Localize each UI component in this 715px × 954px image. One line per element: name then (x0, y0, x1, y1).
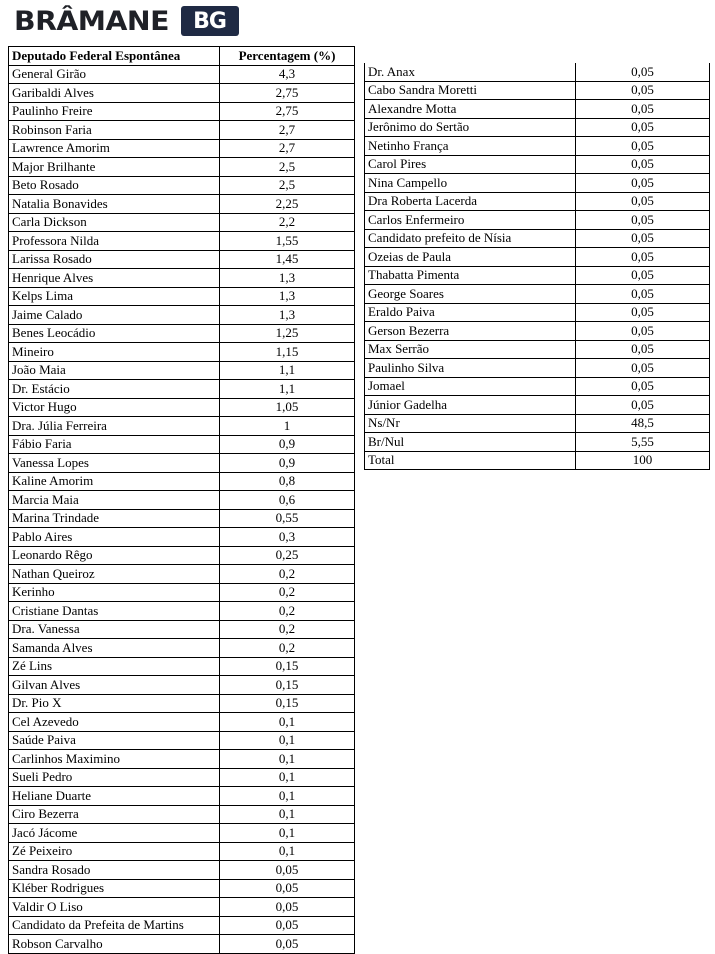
candidate-percentage: 0,15 (220, 657, 355, 676)
candidate-percentage: 1,3 (220, 269, 355, 288)
table-row (9, 361, 355, 380)
table-row (9, 713, 355, 732)
candidate-name: Mineiro (9, 343, 220, 362)
table-row (9, 546, 355, 565)
candidate-name: Professora Nilda (9, 232, 220, 251)
table-row (9, 731, 355, 750)
candidate-percentage: 0,9 (220, 454, 355, 473)
candidate-percentage: 1 (220, 417, 355, 436)
candidate-name: Jerônimo do Sertão (365, 118, 576, 137)
candidate-percentage: 0,05 (576, 303, 710, 322)
table-row (9, 935, 355, 954)
candidate-name: Gerson Bezerra (365, 322, 576, 341)
candidate-percentage: 0,1 (220, 824, 355, 843)
candidate-name: Max Serrão (365, 340, 576, 359)
candidate-percentage: 0,05 (576, 63, 710, 81)
candidate-name: Samanda Alves (9, 639, 220, 658)
candidate-percentage: 0,15 (220, 694, 355, 713)
candidate-name: Paulinho Freire (9, 102, 220, 121)
table-row (9, 509, 355, 528)
candidate-name: Nina Campello (365, 174, 576, 193)
table-row (9, 750, 355, 769)
candidate-percentage: 0,05 (576, 211, 710, 230)
candidate-percentage: 2,5 (220, 176, 355, 195)
candidate-percentage: 0,05 (576, 137, 710, 156)
candidate-percentage: 1,1 (220, 380, 355, 399)
candidate-name: Carla Dickson (9, 213, 220, 232)
candidate-name: Kléber Rodrigues (9, 879, 220, 898)
table-row (9, 158, 355, 177)
table-row (9, 676, 355, 695)
candidate-name: Henrique Alves (9, 269, 220, 288)
table-row (9, 195, 355, 214)
candidate-percentage: 0,05 (576, 248, 710, 267)
candidate-name: Jacó Jácome (9, 824, 220, 843)
table-row (365, 229, 710, 248)
candidate-name: Netinho França (365, 137, 576, 156)
candidate-name: Ciro Bezerra (9, 805, 220, 824)
table-row (9, 102, 355, 121)
table-row (365, 192, 710, 211)
candidate-percentage: 48,5 (576, 414, 710, 433)
column-header-percentage: Percentagem (%) (220, 47, 355, 66)
candidate-percentage: 0,05 (576, 174, 710, 193)
table-row (9, 121, 355, 140)
candidate-name: Dr. Pio X (9, 694, 220, 713)
candidate-percentage: 0,2 (220, 602, 355, 621)
candidate-percentage: 5,55 (576, 433, 710, 452)
table-row (9, 380, 355, 399)
table-row (9, 232, 355, 251)
table-row (365, 451, 710, 470)
candidate-name: Cabo Sandra Moretti (365, 81, 576, 100)
candidate-percentage: 0,05 (576, 229, 710, 248)
candidate-name: Ns/Nr (365, 414, 576, 433)
candidate-percentage: 0,05 (576, 155, 710, 174)
table-row (365, 100, 710, 119)
table-row (365, 118, 710, 137)
candidate-name: Total (365, 451, 576, 470)
candidate-name: Alexandre Motta (365, 100, 576, 119)
candidate-name: Valdir O Liso (9, 898, 220, 917)
candidate-name: Ozeias de Paula (365, 248, 576, 267)
candidate-percentage: 0,05 (576, 100, 710, 119)
candidate-percentage: 0,05 (576, 340, 710, 359)
candidate-percentage: 0,05 (576, 266, 710, 285)
candidate-percentage: 0,05 (576, 81, 710, 100)
candidate-percentage: 0,2 (220, 620, 355, 639)
candidate-name: Sandra Rosado (9, 861, 220, 880)
table-row (9, 213, 355, 232)
candidate-percentage: 0,9 (220, 435, 355, 454)
candidate-percentage: 0,6 (220, 491, 355, 510)
table-row (9, 269, 355, 288)
candidate-percentage: 1,45 (220, 250, 355, 269)
candidate-percentage: 0,55 (220, 509, 355, 528)
candidate-name: Br/Nul (365, 433, 576, 452)
table-row (9, 898, 355, 917)
table-row (9, 824, 355, 843)
table-row (365, 414, 710, 433)
table-row (9, 287, 355, 306)
candidate-name: Thabatta Pimenta (365, 266, 576, 285)
candidate-name: Cristiane Dantas (9, 602, 220, 621)
candidate-name: Candidato da Prefeita de Martins (9, 916, 220, 935)
table-row (9, 916, 355, 935)
candidate-name: Pablo Aires (9, 528, 220, 547)
candidate-name: Júnior Gadelha (365, 396, 576, 415)
candidate-percentage: 0,05 (576, 285, 710, 304)
table-row (9, 139, 355, 158)
candidate-name: Kaline Amorim (9, 472, 220, 491)
results-table-left (8, 46, 355, 954)
candidate-name: Kerinho (9, 583, 220, 602)
table-row (9, 620, 355, 639)
candidate-name: Carlinhos Maximino (9, 750, 220, 769)
table-row (365, 285, 710, 304)
table-row (365, 174, 710, 193)
table-row (9, 472, 355, 491)
table-row (9, 805, 355, 824)
candidate-name: Garibaldi Alves (9, 84, 220, 103)
candidate-name: Larissa Rosado (9, 250, 220, 269)
candidate-name: Beto Rosado (9, 176, 220, 195)
candidate-name: Robinson Faria (9, 121, 220, 140)
candidate-percentage: 0,05 (576, 322, 710, 341)
candidate-name: Eraldo Paiva (365, 303, 576, 322)
candidate-percentage: 0,15 (220, 676, 355, 695)
logo-wordmark: BRÂMANE (14, 6, 169, 37)
table-row (9, 639, 355, 658)
candidate-percentage: 0,1 (220, 731, 355, 750)
candidate-percentage: 0,05 (576, 396, 710, 415)
table-row (365, 266, 710, 285)
candidate-percentage: 2,7 (220, 121, 355, 140)
candidate-percentage: 0,05 (576, 359, 710, 378)
candidate-percentage: 0,25 (220, 546, 355, 565)
table-row (9, 528, 355, 547)
column-header-name: Deputado Federal Espontânea (9, 47, 220, 66)
candidate-percentage: 1,25 (220, 324, 355, 343)
candidate-percentage: 2,7 (220, 139, 355, 158)
candidate-percentage: 0,05 (576, 118, 710, 137)
candidate-name: Jomael (365, 377, 576, 396)
table-row (365, 137, 710, 156)
candidate-name: Sueli Pedro (9, 768, 220, 787)
candidate-name: Dra. Júlia Ferreira (9, 417, 220, 436)
table-row (9, 842, 355, 861)
candidate-percentage: 0,1 (220, 842, 355, 861)
table-row (365, 81, 710, 100)
table-row (365, 211, 710, 230)
table-row (9, 324, 355, 343)
candidate-name: Heliane Duarte (9, 787, 220, 806)
candidate-name: Benes Leocádio (9, 324, 220, 343)
candidate-name: Lawrence Amorim (9, 139, 220, 158)
candidate-percentage: 0,05 (220, 879, 355, 898)
table-row (9, 435, 355, 454)
candidate-percentage: 2,75 (220, 84, 355, 103)
table-row (365, 359, 710, 378)
table-row (9, 861, 355, 880)
candidate-name: Candidato prefeito de Nísia (365, 229, 576, 248)
table-row (365, 248, 710, 267)
results-table-right (364, 63, 710, 470)
table-row (9, 583, 355, 602)
candidate-name: Victor Hugo (9, 398, 220, 417)
table-row (9, 657, 355, 676)
table-row (365, 322, 710, 341)
candidate-name: Carol Pires (365, 155, 576, 174)
table-row (9, 694, 355, 713)
candidate-percentage: 1,3 (220, 306, 355, 325)
candidate-percentage: 0,05 (220, 861, 355, 880)
table-row (365, 433, 710, 452)
candidate-name: Dra Roberta Lacerda (365, 192, 576, 211)
candidate-percentage: 1,3 (220, 287, 355, 306)
candidate-percentage: 0,05 (220, 935, 355, 954)
candidate-percentage: 1,1 (220, 361, 355, 380)
table-row (9, 768, 355, 787)
table-row (9, 343, 355, 362)
candidate-percentage: 0,05 (576, 377, 710, 396)
candidate-percentage: 2,5 (220, 158, 355, 177)
candidate-percentage: 0,05 (220, 916, 355, 935)
candidate-name: General Girão (9, 65, 220, 84)
table-row (365, 396, 710, 415)
candidate-percentage: 1,15 (220, 343, 355, 362)
candidate-name: Zé Peixeiro (9, 842, 220, 861)
table-row (9, 65, 355, 84)
candidate-percentage: 0,05 (576, 192, 710, 211)
table-row (9, 398, 355, 417)
brand-logo (14, 4, 239, 38)
candidate-name: Vanessa Lopes (9, 454, 220, 473)
table-row (9, 84, 355, 103)
candidate-name: Kelps Lima (9, 287, 220, 306)
table-row (9, 417, 355, 436)
candidate-name: Marcia Maia (9, 491, 220, 510)
table-row (365, 303, 710, 322)
candidate-percentage: 0,1 (220, 713, 355, 732)
logo-badge: BG (181, 6, 239, 36)
candidate-percentage: 0,2 (220, 583, 355, 602)
candidate-percentage: 0,2 (220, 565, 355, 584)
candidate-name: Dr. Anax (365, 63, 576, 81)
candidate-percentage: 2,2 (220, 213, 355, 232)
candidate-name: Gilvan Alves (9, 676, 220, 695)
candidate-percentage: 0,8 (220, 472, 355, 491)
candidate-percentage: 0,1 (220, 787, 355, 806)
table-row (365, 155, 710, 174)
candidate-percentage: 1,55 (220, 232, 355, 251)
table-header-row (9, 47, 355, 66)
table-row (9, 454, 355, 473)
candidate-name: Major Brilhante (9, 158, 220, 177)
candidate-percentage: 100 (576, 451, 710, 470)
candidate-name: Dra. Vanessa (9, 620, 220, 639)
candidate-percentage: 2,25 (220, 195, 355, 214)
table-row (9, 250, 355, 269)
table-row (9, 879, 355, 898)
candidate-name: Cel Azevedo (9, 713, 220, 732)
table-row (9, 176, 355, 195)
candidate-percentage: 0,2 (220, 639, 355, 658)
table-row (365, 340, 710, 359)
table-row (9, 565, 355, 584)
table-row (9, 602, 355, 621)
candidate-percentage: 0,05 (220, 898, 355, 917)
candidate-percentage: 0,3 (220, 528, 355, 547)
candidate-percentage: 4,3 (220, 65, 355, 84)
table-row (365, 377, 710, 396)
candidate-percentage: 0,1 (220, 750, 355, 769)
candidate-name: João Maia (9, 361, 220, 380)
table-row (9, 491, 355, 510)
candidate-name: Jaime Calado (9, 306, 220, 325)
candidate-name: Marina Trindade (9, 509, 220, 528)
candidate-name: Saúde Paiva (9, 731, 220, 750)
candidate-name: Natalia Bonavides (9, 195, 220, 214)
candidate-percentage: 0,1 (220, 768, 355, 787)
candidate-percentage: 2,75 (220, 102, 355, 121)
candidate-name: Zé Lins (9, 657, 220, 676)
candidate-name: Dr. Estácio (9, 380, 220, 399)
candidate-name: Carlos Enfermeiro (365, 211, 576, 230)
candidate-name: Paulinho Silva (365, 359, 576, 378)
candidate-name: Robson Carvalho (9, 935, 220, 954)
candidate-percentage: 0,1 (220, 805, 355, 824)
candidate-name: Nathan Queiroz (9, 565, 220, 584)
table-row (9, 787, 355, 806)
candidate-name: Leonardo Rêgo (9, 546, 220, 565)
candidate-percentage: 1,05 (220, 398, 355, 417)
table-row (9, 306, 355, 325)
table-row (365, 63, 710, 81)
candidate-name: Fábio Faria (9, 435, 220, 454)
candidate-name: George Soares (365, 285, 576, 304)
